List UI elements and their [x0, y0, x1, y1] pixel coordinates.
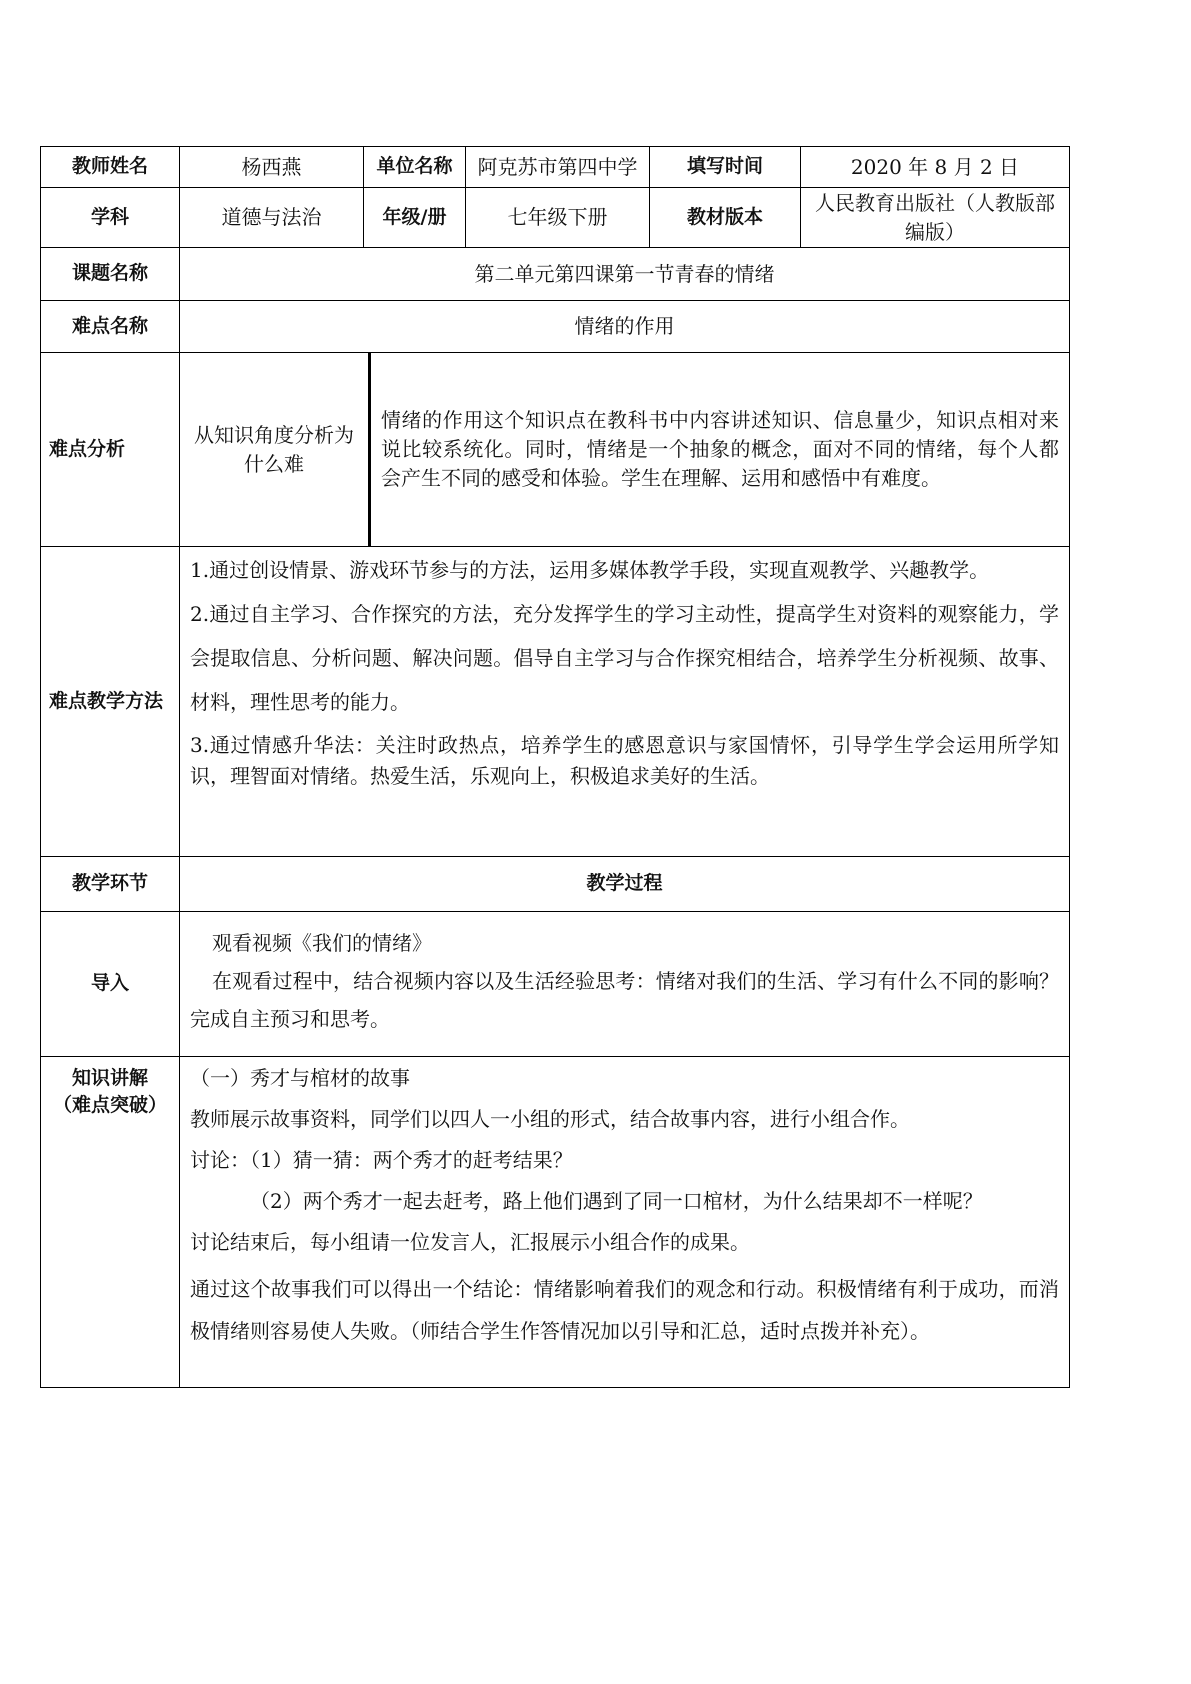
grade-label: 年级/册: [363, 187, 466, 248]
method-content: [179, 546, 1070, 857]
knowledge-line-1: （一）秀才与棺材的故事: [190, 1066, 410, 1090]
analysis-text: [368, 352, 1070, 547]
intro-line-2: 在观看过程中，结合视频内容以及生活经验思考：情绪对我们的生活、学习有什么不同的影响？完成自主预习和思考。: [190, 969, 1059, 1031]
unit-name-value: 阿克苏市第四中学: [465, 146, 650, 188]
knowledge-line-3: 讨论：（1）猜一猜：两个秀才的赶考结果？: [190, 1148, 573, 1172]
subject-value: 道德与法治: [179, 187, 364, 248]
intro-content: [179, 911, 1070, 1057]
fill-time-value: 2020 年 8 月 2 日: [800, 146, 1070, 188]
knowledge-label: [40, 1056, 180, 1388]
teacher-name-label: 教师姓名: [40, 146, 180, 188]
edition-value: 人民教育出版社（人教版部编版）: [800, 187, 1070, 248]
edition-label: 教材版本: [649, 187, 801, 248]
knowledge-line-5: 讨论结束后，每小组请一位发言人，汇报展示小组合作的成果。: [190, 1230, 750, 1254]
stage-header-label: 教学环节: [40, 856, 180, 912]
analysis-sub-label: 从知识角度分析为什么难: [179, 352, 369, 547]
intro-label: 导入: [40, 911, 180, 1057]
topic-value: 第二单元第四课第一节青春的情绪: [179, 247, 1070, 301]
knowledge-line-2: 教师展示故事资料，同学们以四人一小组的形式，结合故事内容，进行小组合作。: [190, 1107, 910, 1131]
subject-label: 学科: [40, 187, 180, 248]
teacher-name-value: 杨西燕: [179, 146, 364, 188]
intro-line-1: 观看视频《我们的情绪》: [212, 931, 432, 955]
topic-label: 课题名称: [40, 247, 180, 301]
analysis-paragraph: 情绪的作用这个知识点在教科书中内容讲述知识、信息量少，知识点相对来说比较系统化。同时，情绪是一个抽象的概念，面对不同的情绪，每个人都会产生不同的感受和体验。学生在理解、运用和感悟中有难度。: [381, 408, 1059, 490]
knowledge-label-line-2: （难点突破）: [52, 1093, 167, 1116]
difficulty-label: 难点名称: [40, 300, 180, 353]
knowledge-line-6: 通过这个故事我们可以得出一个结论：情绪影响着我们的观念和行动。积极情绪有利于成功，而消极情绪则容易使人失败。（师结合学生作答情况加以引导和汇总，适时点拨并补充）。: [190, 1277, 1059, 1343]
analysis-label: 难点分析: [40, 352, 180, 547]
difficulty-value: 情绪的作用: [179, 300, 1070, 353]
fill-time-label: 填写时间: [649, 146, 801, 188]
grade-value: 七年级下册: [465, 187, 650, 248]
knowledge-line-4: （2）两个秀才一起去赶考，路上他们遇到了同一口棺材，为什么结果却不一样呢？: [250, 1189, 983, 1213]
unit-name-label: 单位名称: [363, 146, 466, 188]
method-label: 难点教学方法: [40, 546, 180, 857]
method-item-1: 1.通过创设情景、游戏环节参与的方法，运用多媒体教学手段，实现直观教学、兴趣教学。: [190, 558, 990, 582]
knowledge-label-line-1: 知识讲解: [71, 1067, 148, 1089]
knowledge-content: [179, 1056, 1070, 1388]
process-header-label: 教学过程: [179, 856, 1070, 912]
method-item-2: 2.通过自主学习、合作探究的方法，充分发挥学生的学习主动性，提高学生对资料的观察能力，学会提取信息、分析问题、解决问题。倡导自主学习与合作探究相结合，培养学生分析视频、故事、材料，理性思考的能力。: [190, 602, 1059, 714]
method-item-3: 3.通过情感升华法：关注时政热点，培养学生的感恩意识与家国情怀，引导学生学会运用所学知识，理智面对情绪。热爱生活，乐观向上，积极追求美好的生活。: [190, 733, 1059, 788]
